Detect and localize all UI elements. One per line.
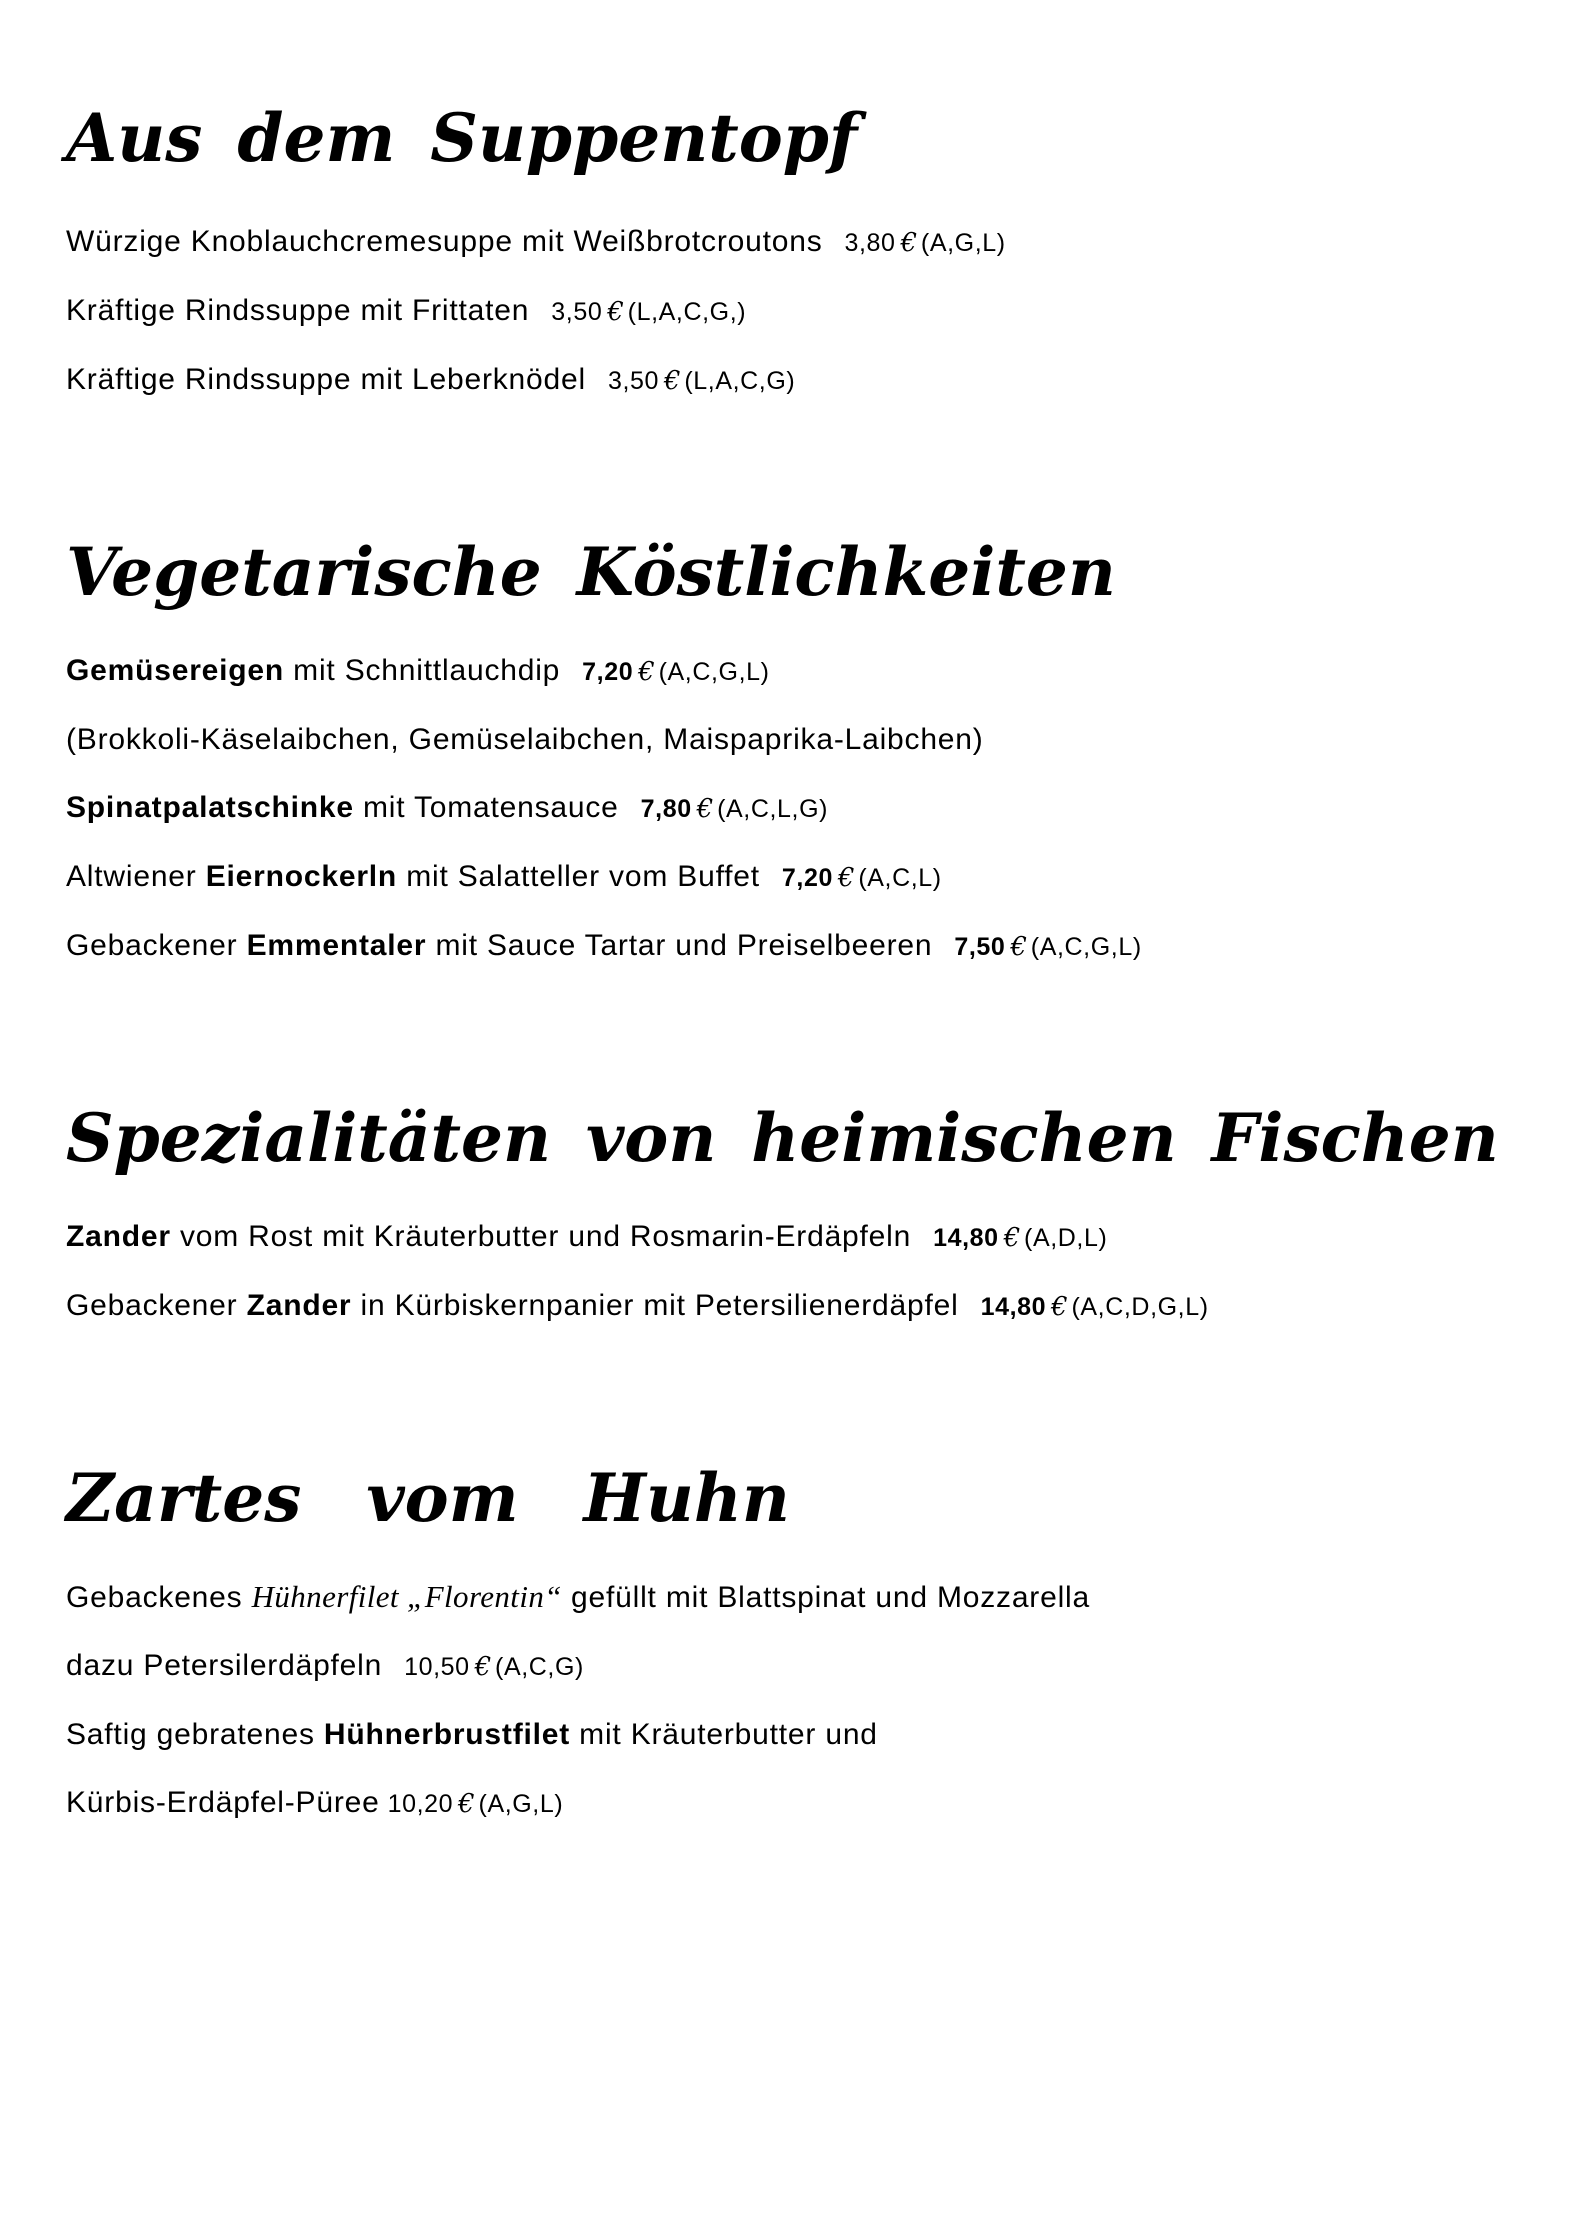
item-text: mit Sauce Tartar und Preiselbeeren [426,929,933,962]
item-name: Eiernockerln [205,860,398,893]
item-price: 7,50 [954,933,1006,961]
menu-section-fisch [66,1073,1515,1325]
item-name: Hühnerbrustfilet [323,1718,571,1751]
euro-sign: € [474,1652,493,1682]
item-price: 3,80 [844,229,896,257]
item-price: 3,50 [607,367,660,395]
euro-sign: € [837,863,856,893]
item-price: 14,80 [933,1224,999,1252]
item-text: in Kürbiskernpanier mit Petersilienerdäpfel [351,1289,959,1322]
menu-item [66,1288,1515,1325]
item-text: Gebackener [66,1289,247,1322]
item-text: mit Salatteller vom Buffet [397,860,760,893]
item-text: Gebackenes [66,1581,252,1614]
section-heading-vegetarisch: Vegetarische Köstlichkeiten [66,533,1116,611]
menu-item [66,1579,1515,1616]
item-allergens: (A,C,L) [858,864,942,892]
euro-sign: € [664,366,682,396]
item-text: vom Rost mit Kräuterbutter und Rosmarin-Erdäpfeln [170,1220,912,1253]
item-name: Zander [246,1289,352,1322]
menu-item [66,653,1515,690]
euro-sign: € [900,228,918,258]
item-text: Kräftige Rindssuppe mit Frittaten [66,294,530,327]
item-text: Saftig gebratenes [66,1718,324,1751]
item-text: Altwiener [66,860,206,893]
item-text: mit Schnittlauchdip [284,654,561,687]
menu-section-huhn [66,1433,1515,1822]
item-allergens: (L,A,C,G,) [627,298,747,326]
item-price: 10,20 [387,1790,454,1818]
item-text: gefüllt mit Blattspinat und Mozzarella [561,1581,1090,1614]
item-text: Kräftige Rindssuppe mit Leberknödel [66,363,586,396]
item-allergens: (A,G,L) [920,229,1006,257]
item-text: Kürbis-Erdäpfel-Püree [66,1786,380,1819]
section-heading-huhn: Zartes vom Huhn [66,1459,790,1537]
menu-section-suppen [66,88,1515,399]
menu-item [66,790,1515,827]
item-allergens: (A,C,G,L) [658,658,770,686]
item-text: Gebackener [66,929,247,962]
item-price: 3,50 [551,298,603,326]
item-allergens: (A,C,G) [495,1653,584,1681]
menu-item [66,1785,1515,1822]
menu-item [66,1648,1515,1685]
menu-item [66,224,1515,261]
menu-item [66,1717,1515,1753]
item-price: 7,20 [781,864,833,892]
item-price: 10,50 [404,1653,470,1681]
menu-item [66,859,1515,896]
item-allergens: (A,D,L) [1024,1224,1108,1252]
item-text: dazu Petersilerdäpfeln [66,1649,383,1682]
item-name: Spinatpalatschinke [66,791,354,824]
menu-item [66,362,1515,399]
menu-item-note [66,722,1515,758]
euro-sign: € [607,297,625,327]
item-name: Emmentaler [246,929,427,962]
item-allergens: (A,C,G,L) [1030,933,1142,961]
menu-item [66,1219,1515,1256]
euro-sign: € [458,1789,476,1819]
item-price: 7,20 [582,658,634,686]
item-allergens: (A,G,L) [478,1790,564,1818]
section-heading-fisch: Spezialitäten von heimischen Fischen [66,1099,1499,1177]
item-allergens: (A,C,D,G,L) [1071,1293,1209,1321]
euro-sign: € [696,794,715,824]
item-name: Zander [66,1220,171,1253]
item-price: 7,80 [640,795,692,823]
item-text: Würzige Knoblauchcremesuppe mit Weißbrotcroutons [66,225,823,258]
item-name-italic: Hühnerfilet „Florentin“ [251,1579,562,1614]
euro-sign: € [1003,1223,1022,1253]
item-allergens: (L,A,C,G) [684,367,796,395]
item-text: mit Kräuterbutter und [570,1718,878,1751]
euro-sign: € [1051,1292,1069,1322]
menu-section-vegetarisch [66,507,1515,965]
euro-sign: € [1010,932,1028,962]
item-text: mit Tomatensauce [353,791,619,824]
item-allergens: (A,C,L,G) [717,795,829,823]
item-text: (Brokkoli-Käselaibchen, Gemüselaibchen, Maispaprika-Laibchen) [66,723,984,756]
item-price: 14,80 [980,1293,1047,1321]
euro-sign: € [638,657,656,687]
menu-item [66,293,1515,330]
section-heading-suppentopf: Aus dem Suppentopf [66,99,858,177]
item-name: Gemüsereigen [66,654,285,687]
menu-item [66,928,1515,965]
